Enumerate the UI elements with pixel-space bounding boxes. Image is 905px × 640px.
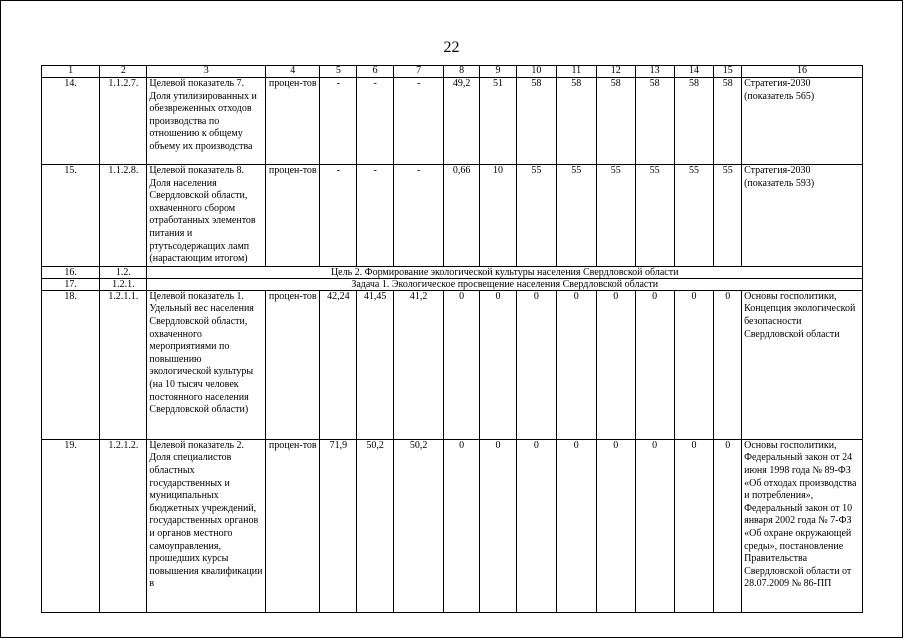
row-code: 1.2.1.1. <box>100 290 147 439</box>
value-cell: 0 <box>516 290 556 439</box>
value-cell: - <box>357 78 394 165</box>
value-cell: 55 <box>714 165 742 267</box>
column-header: 1 <box>42 66 100 78</box>
column-header: 5 <box>320 66 357 78</box>
value-cell: 51 <box>480 78 517 165</box>
value-cell: 50,2 <box>394 439 444 612</box>
value-cell: 0 <box>674 290 714 439</box>
value-cell: 58 <box>516 78 556 165</box>
value-cell: 58 <box>674 78 714 165</box>
value-cell: 0 <box>596 439 635 612</box>
value-cell: 42,24 <box>320 290 357 439</box>
value-cell: 0 <box>444 439 480 612</box>
value-cell: 0 <box>714 290 742 439</box>
task-title: Задача 1. Экологическое просвещение населения Свердловской области <box>147 278 863 290</box>
value-cell: 0 <box>714 439 742 612</box>
source-cell: Основы госполитики, Концепция экологической безопасности Свердловской области <box>742 290 863 439</box>
column-header: 4 <box>266 66 320 78</box>
indicator-name: Целевой показатель 1. Удельный вес населения Свердловской области, охваченного мероприятиями по повышению экологической культуры (на 10 тысяч человек постоянного населения Свердловской области) <box>147 290 266 439</box>
source-cell: Стратегия-2030 (показатель 565) <box>742 78 863 165</box>
row-number: 17. <box>42 278 100 290</box>
column-header: 2 <box>100 66 147 78</box>
source-cell: Основы госполитики, Федеральный закон от 24 июня 1998 года № 89-ФЗ «Об отходах производства и потребления», Федеральный закон от 10 января 2002 года № 7-ФЗ «Об охране окружающей среды», постановление Правительства Свердловской области от 28.07.2009 № 86-ПП <box>742 439 863 612</box>
row-number: 16. <box>42 266 100 278</box>
value-cell: 49,2 <box>444 78 480 165</box>
row-code: 1.1.2.7. <box>100 78 147 165</box>
value-cell: 41,2 <box>394 290 444 439</box>
column-header: 7 <box>394 66 444 78</box>
value-cell: 0 <box>596 290 635 439</box>
value-cell: 0 <box>635 290 674 439</box>
value-cell: 0 <box>480 439 517 612</box>
value-cell: 58 <box>596 78 635 165</box>
value-cell: - <box>320 78 357 165</box>
goal-row <box>42 266 863 278</box>
indicator-name: Целевой показатель 8. Доля населения Свердловской области, охваченного сбором отработанных элементов питания и ртутьсодержащих ламп (нарастающим итогом) <box>147 165 266 267</box>
row-number: 15. <box>42 165 100 267</box>
table-row <box>42 290 863 439</box>
row-code: 1.2.1.2. <box>100 439 147 612</box>
indicator-name: Целевой показатель 2. Доля специалистов областных государственных и муниципальных бюджетных учреждений, государственных органов и органов местного самоуправления, прошедших курсы повышения квалификации в <box>147 439 266 612</box>
column-header: 10 <box>516 66 556 78</box>
column-header: 15 <box>714 66 742 78</box>
task-row <box>42 278 863 290</box>
value-cell: 0 <box>556 290 596 439</box>
goal-title: Цель 2. Формирование экологической культуры населения Свердловской области <box>147 266 863 278</box>
value-cell: - <box>357 165 394 267</box>
unit: процен-тов <box>266 165 320 267</box>
value-cell: 55 <box>635 165 674 267</box>
source-cell: Стратегия-2030 (показатель 593) <box>742 165 863 267</box>
unit: процен-тов <box>266 439 320 612</box>
table-row <box>42 78 863 165</box>
value-cell: 0 <box>480 290 517 439</box>
table-row <box>42 439 863 612</box>
value-cell: 71,9 <box>320 439 357 612</box>
row-number: 18. <box>42 290 100 439</box>
page-number: 22 <box>443 39 460 56</box>
column-header: 12 <box>596 66 635 78</box>
value-cell: - <box>394 165 444 267</box>
value-cell: 58 <box>714 78 742 165</box>
row-code: 1.2.1. <box>100 278 147 290</box>
value-cell: 0 <box>516 439 556 612</box>
value-cell: 0 <box>444 290 480 439</box>
column-header: 14 <box>674 66 714 78</box>
value-cell: 0 <box>635 439 674 612</box>
column-header: 3 <box>147 66 266 78</box>
column-header: 16 <box>742 66 863 78</box>
value-cell: 41,45 <box>357 290 394 439</box>
value-cell: 55 <box>596 165 635 267</box>
row-code: 1.2. <box>100 266 147 278</box>
row-code: 1.1.2.8. <box>100 165 147 267</box>
value-cell: 58 <box>556 78 596 165</box>
column-header: 11 <box>556 66 596 78</box>
value-cell: 50,2 <box>357 439 394 612</box>
column-header: 13 <box>635 66 674 78</box>
column-header: 9 <box>480 66 517 78</box>
column-header: 8 <box>444 66 480 78</box>
value-cell: - <box>394 78 444 165</box>
value-cell: 10 <box>480 165 517 267</box>
value-cell: 58 <box>635 78 674 165</box>
unit: процен-тов <box>266 78 320 165</box>
row-number: 19. <box>42 439 100 612</box>
column-header: 6 <box>357 66 394 78</box>
value-cell: 55 <box>516 165 556 267</box>
value-cell: 0 <box>674 439 714 612</box>
value-cell: 55 <box>556 165 596 267</box>
indicator-name: Целевой показатель 7. Доля утилизированных и обезвреженных отходов производства по отношению к общему объему их производства <box>147 78 266 165</box>
value-cell: 0,66 <box>444 165 480 267</box>
value-cell: 0 <box>556 439 596 612</box>
value-cell: - <box>320 165 357 267</box>
value-cell: 55 <box>674 165 714 267</box>
table-row <box>42 165 863 267</box>
indicators-table <box>41 65 863 613</box>
row-number: 14. <box>42 78 100 165</box>
unit: процен-тов <box>266 290 320 439</box>
column-number-row <box>42 66 863 78</box>
